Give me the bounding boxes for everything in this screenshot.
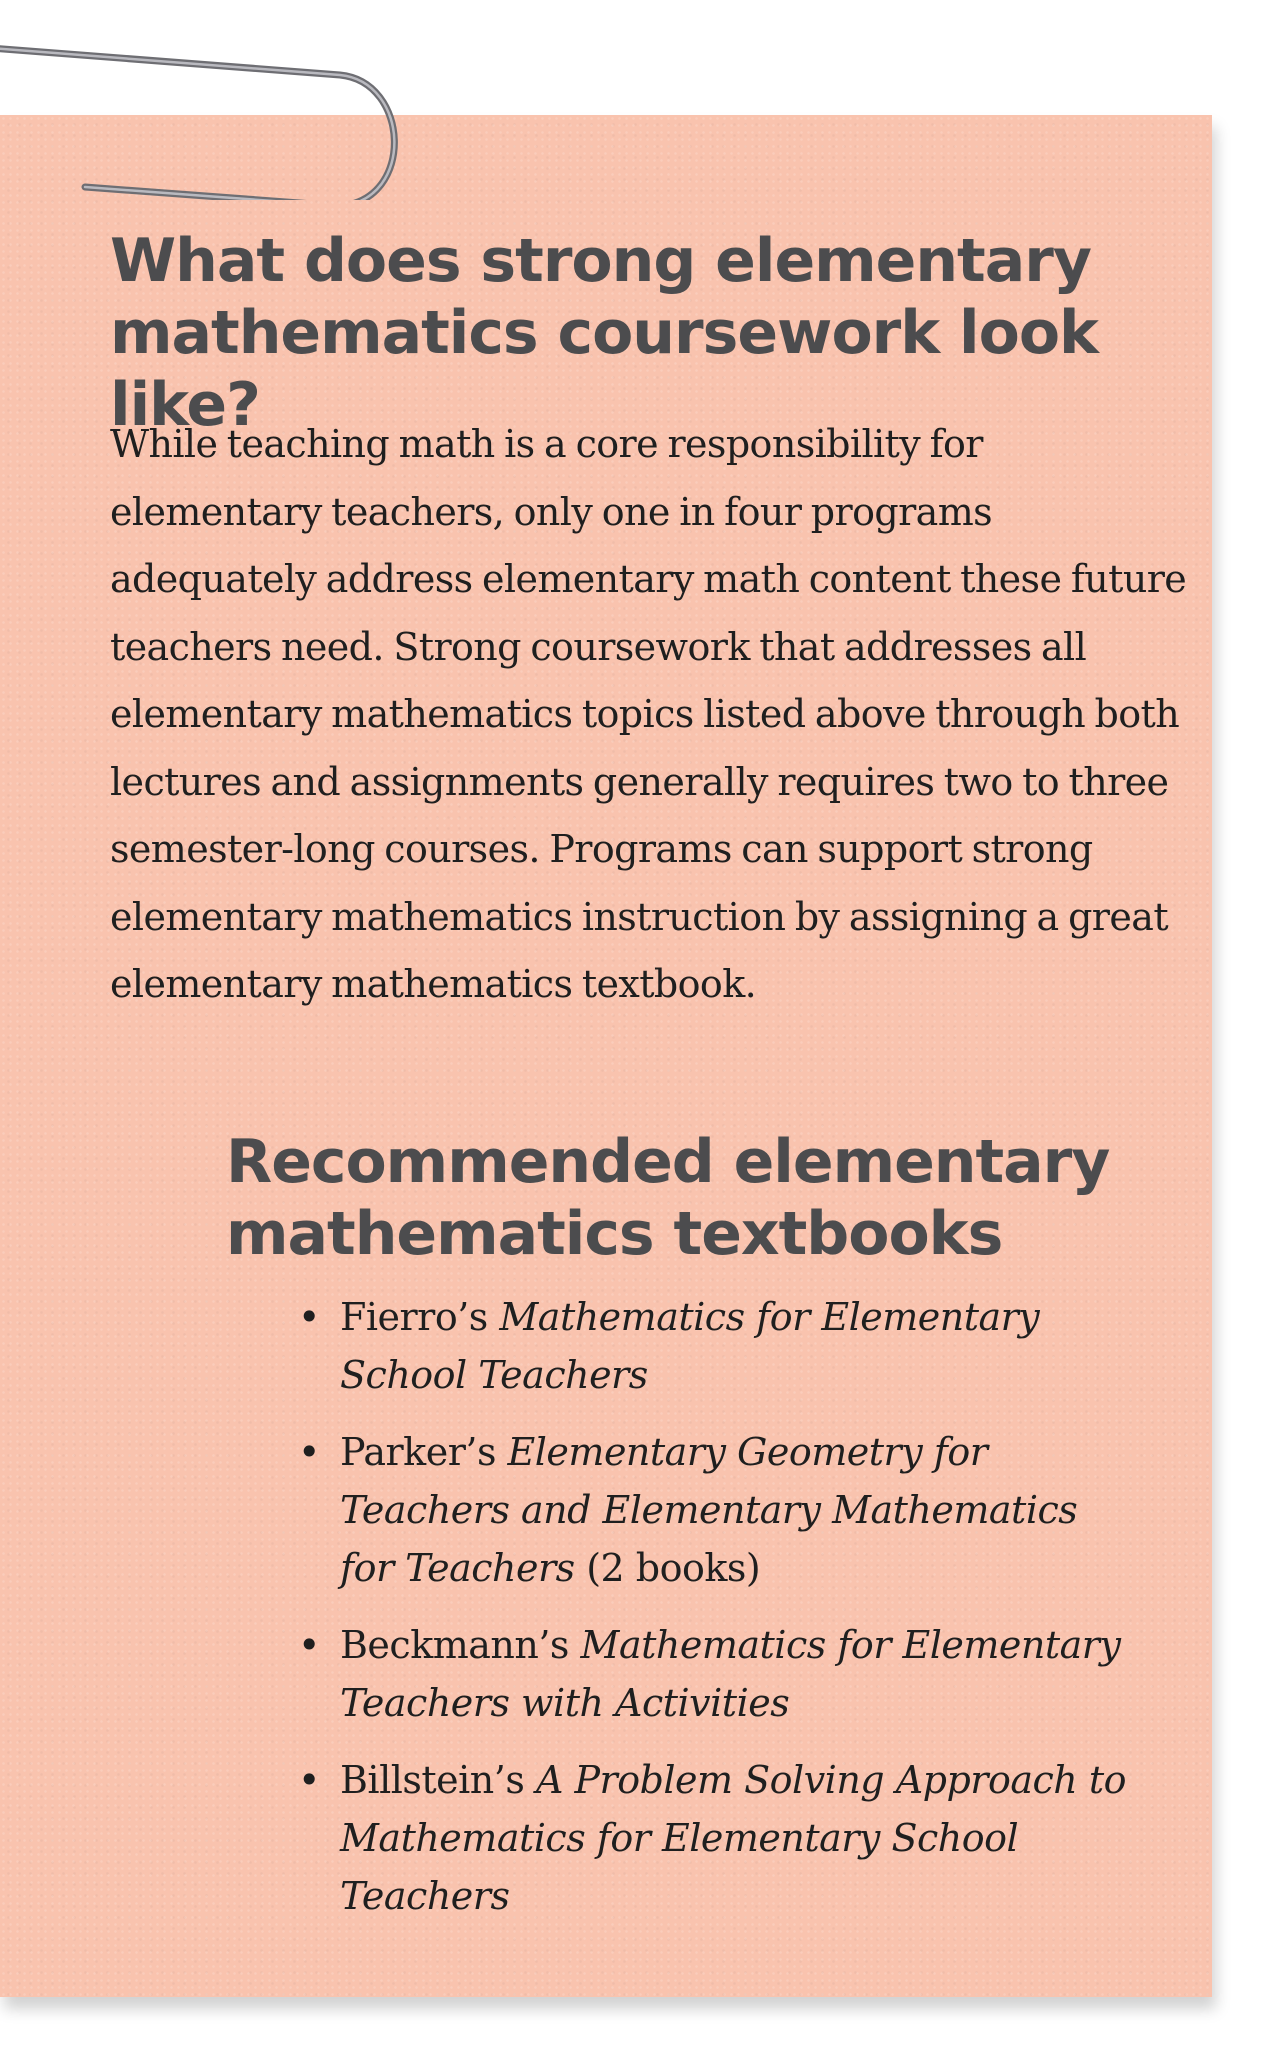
book-author: Billstein’s	[340, 1758, 536, 1802]
bullet-icon: •	[298, 1758, 320, 1802]
book-title: A Problem Solving Approach to Mathematics for Elementary School Teachers	[340, 1758, 1126, 1918]
book-title: Mathematics for Elementary School Teachers	[340, 1295, 1040, 1397]
list-item	[298, 1616, 1140, 1732]
textbook-list	[298, 1288, 1140, 1944]
list-item	[298, 1423, 1140, 1597]
bullet-icon: •	[298, 1623, 320, 1667]
bullet-icon: •	[298, 1430, 320, 1474]
book-author: Parker’s	[340, 1430, 508, 1474]
list-item	[298, 1288, 1140, 1404]
textbooks-heading: Recommended elementary mathematics textbooks	[226, 1127, 1110, 1269]
list-item	[298, 1751, 1140, 1925]
bullet-icon: •	[298, 1295, 320, 1339]
book-note: (2 books)	[574, 1546, 761, 1590]
book-author: Beckmann’s	[340, 1623, 581, 1667]
book-title: Elementary Geometry for Teachers and Elementary Mathematics for Teachers	[340, 1430, 1078, 1590]
book-author: Fierro’s	[340, 1295, 500, 1339]
body-paragraph: While teaching math is a core responsibility for elementary teachers, only one in four programs adequately address elementary math content these future teachers need. Strong coursework that addresses all elementary mathematics topics listed above through both lectures and assignments generally requires two to three semester-long courses. Programs can support strong elementary mathematics instruction by assigning a great elementary mathematics textbook.	[110, 422, 1187, 1006]
book-title: Mathematics for Elementary Teachers with Activities	[340, 1623, 1121, 1725]
paperclip-icon	[0, 30, 420, 200]
main-heading: What does strong elementary mathematics coursework look like?	[110, 226, 1098, 440]
